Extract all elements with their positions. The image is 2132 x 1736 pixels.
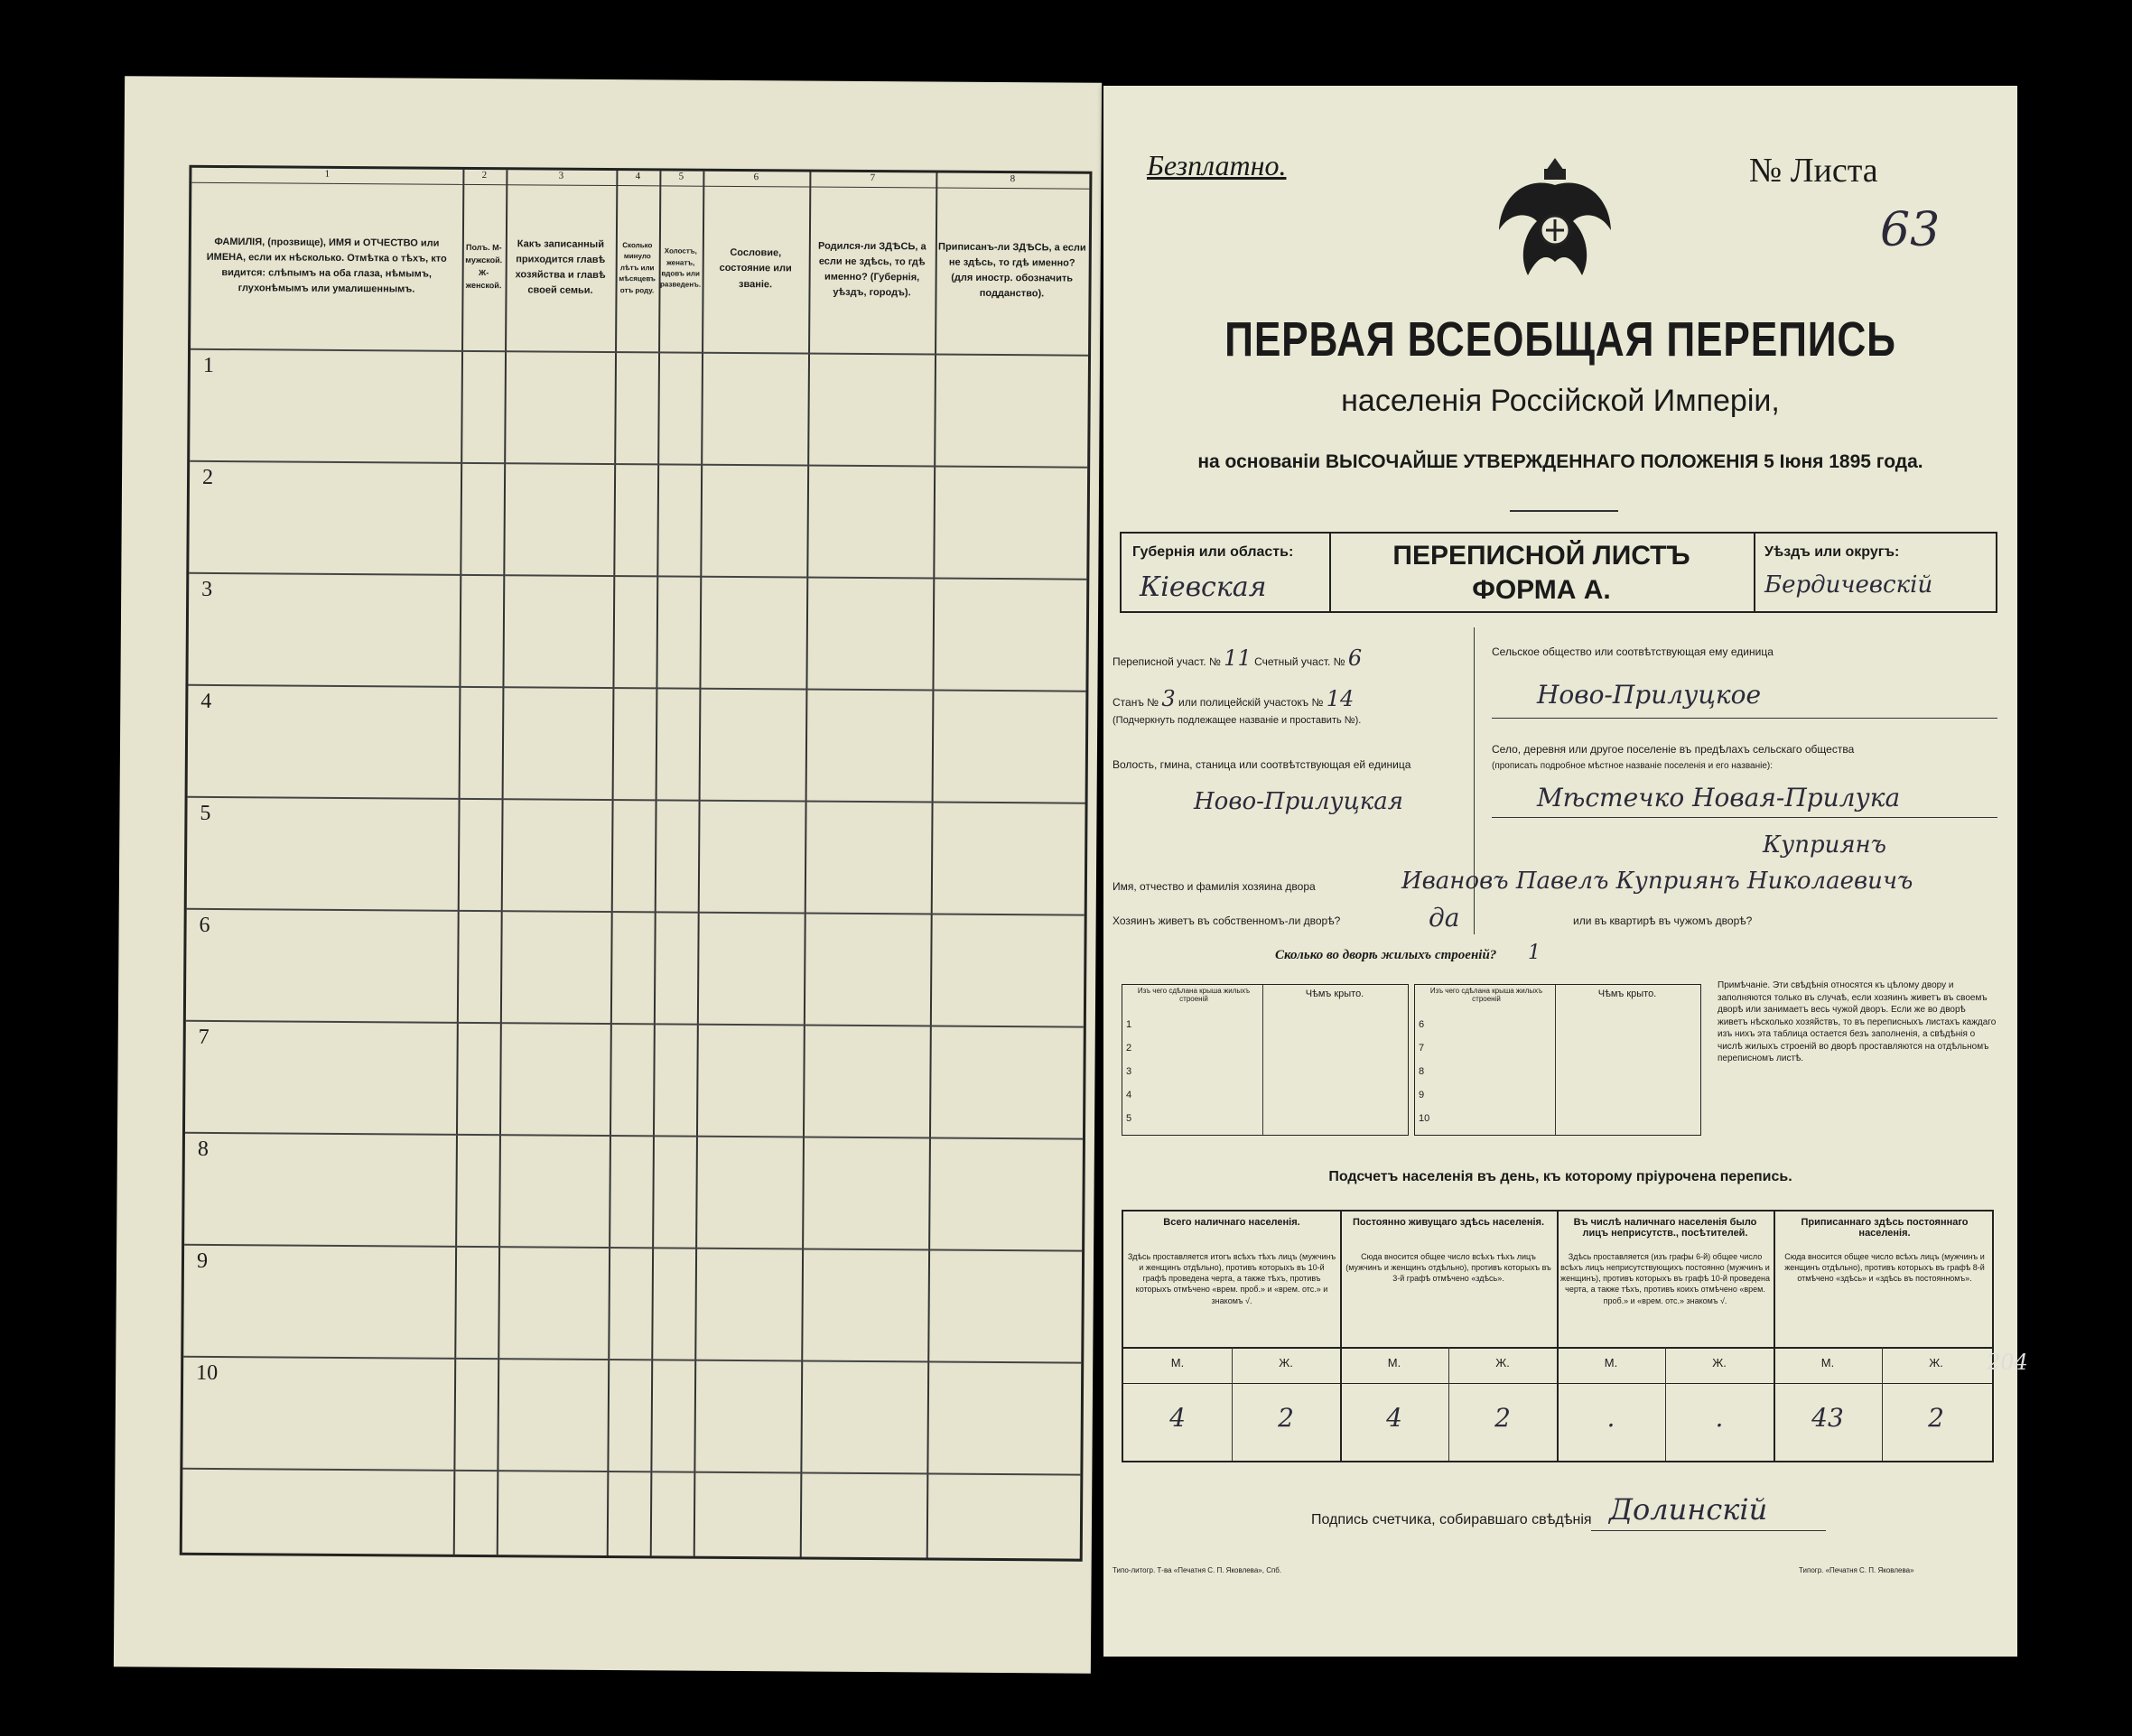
row-number: 10 — [1419, 1113, 1430, 1124]
summary-table — [1122, 1210, 1994, 1462]
sheet-number-value: 63 — [1880, 203, 1941, 257]
province-value: Кіевская — [1140, 571, 1267, 603]
row-number: 5 — [1126, 1113, 1132, 1124]
column-number: 7 — [809, 172, 936, 189]
count-value: 43 — [1811, 1403, 1844, 1433]
row-number: 9 — [196, 1249, 209, 1273]
form-subtitle: ФОРМА А. — [1472, 575, 1611, 605]
double-headed-eagle-icon — [1492, 149, 1618, 293]
count-value: 2 — [1928, 1403, 1944, 1433]
column-number: 1 — [191, 168, 462, 185]
sheet-number-label: № Листа — [1749, 152, 1878, 190]
summary-title: Подсчетъ населенія въ день, къ которому пріурочена перепись. — [1328, 1169, 1792, 1184]
page-title: ПЕРВАЯ ВСЕОБЩАЯ ПЕРЕПИСЬ — [1224, 312, 1896, 367]
village-note: (прописать подробное мѣстное названіе поселенія и его названіе): — [1492, 761, 1774, 771]
group-head: Всего наличнаго населенія. — [1163, 1217, 1300, 1228]
form-header-box — [1120, 532, 1997, 613]
row-number: 6 — [199, 913, 210, 937]
left-page — [114, 76, 1102, 1674]
header-relation: Какъ записанный приходится главѣ хозяйства и главѣ своей семьи. — [515, 238, 606, 296]
owner-correction: Куприянъ — [1763, 831, 1887, 859]
table-row — [184, 1132, 1083, 1252]
free-label: Безплатно. — [1147, 149, 1287, 181]
row-number: 5 — [200, 801, 211, 825]
table-row — [185, 1020, 1084, 1140]
stan-label: Станъ № 3 или полицейскій участокъ № 14 — [1113, 686, 1355, 711]
column-header: Изъ чего сдѣлана крыша жилыхъ строеній — [1429, 987, 1543, 1003]
sex-label: Ж. — [1712, 1356, 1727, 1369]
signature-label: Подпись счетчика, собиравшаго свѣдѣнія — [1311, 1512, 1592, 1527]
census-area-label: Переписной участ. № 11 Счетный участ. № 6 — [1113, 645, 1363, 671]
sex-label: М. — [1387, 1356, 1401, 1369]
volost-label: Волость, гмина, станица или соотвѣтствующая ей единица — [1113, 758, 1411, 771]
sex-label: Ж. — [1495, 1356, 1510, 1369]
sex-label: М. — [1820, 1356, 1835, 1369]
sex-label: Ж. — [1929, 1356, 1943, 1369]
group-head: Постоянно живущаго здѣсь населенія. — [1352, 1217, 1545, 1228]
count-value: 4 — [1169, 1403, 1186, 1433]
district-value: Бердичевскій — [1764, 571, 1933, 599]
village-value: Мѣстечко Новая-Прилука — [1537, 783, 1901, 812]
row-number: 2 — [201, 465, 214, 489]
lives-label-2: или въ квартирѣ въ чужомъ дворѣ? — [1573, 914, 1753, 927]
underline-note: (Подчеркнуть подлежащее названіе и проставить №). — [1113, 715, 1362, 726]
header-marital: Холостъ, женатъ, вдовъ или разведенъ. — [659, 246, 702, 290]
buildings-table-right — [1414, 984, 1701, 1136]
row-number: 4 — [1126, 1090, 1132, 1100]
header-estate: Сословие, состояние или званіе. — [719, 247, 792, 290]
row-number: 4 — [200, 689, 212, 713]
column-header: Чѣмъ крыто. — [1305, 989, 1364, 999]
margin-note: 204 — [1987, 1350, 2028, 1375]
printer-right: Типогр. «Печатня С. П. Яковлева» — [1799, 1566, 1914, 1574]
group-head: Приписаннаго здѣсь постояннаго населенія. — [1801, 1217, 1969, 1239]
lives-value: да — [1429, 903, 1460, 933]
header-name: ФАМИЛІЯ, (прозвище), ИМЯ и ОТЧЕСТВО или ИМЕНА, если их нѣсколько. Отмѣтка о тѣхъ, кто видится: слѣпымъ на оба глаза, нѣмымъ, глухонѣмымъ или умалишеннымъ. — [206, 236, 447, 295]
row-number: 1 — [1126, 1019, 1132, 1030]
page-subtitle: населенія Россійской Имперіи, — [1341, 384, 1780, 418]
row-number: 1 — [202, 353, 215, 377]
table-row — [188, 684, 1086, 804]
table-row — [189, 460, 1087, 580]
count-value: 2 — [1278, 1403, 1294, 1433]
column-number: 2 — [462, 170, 506, 185]
printer-left: Типо-литогр. Т-ва «Печатня С. П. Яковлева», Спб. — [1113, 1566, 1282, 1574]
group-head: Въ числѣ наличнаго населенія было лицъ неприсутств., посѣтителей. — [1573, 1217, 1757, 1239]
row-number: 6 — [1419, 1019, 1425, 1030]
owner-label: Имя, отчество и фамилія хозяина двора — [1113, 880, 1316, 893]
row-number: 8 — [197, 1137, 209, 1161]
footnote: Примѣчаніе. Эти свѣдѣнія относятся къ цѣлому двору и заполняются только въ случаѣ, если хозяинъ живетъ въ своемъ дворѣ или занимаетъ весь чужой дворъ. Если же во дворѣ живетъ нѣсколько хозяйствъ, то въ переписныхъ листахъ каждаго изъ нихъ эта таблица остается безъ заполненія, а свѣдѣнія о числѣ жилыхъ строеній во дворѣ проставляются на отдѣльномъ переписномъ листѣ. — [1718, 980, 1997, 1063]
count-value: 4 — [1386, 1403, 1402, 1433]
sex-label: М. — [1604, 1356, 1618, 1369]
owner-value: Ивановъ Павелъ Куприянъ Николаевичъ — [1401, 868, 1913, 895]
buildings-table-left — [1122, 984, 1409, 1136]
count-value: . — [1715, 1403, 1724, 1433]
group-desc: Здѣсь проставляется итогъ всѣхъ тѣхъ лицъ (мужчинъ и женщинъ отдѣльно), противъ которыхъ въ 10-й графѣ проведена черта, а также тѣхъ, противъ которыхъ отмѣчено «врем. проб.» и «врем. отс.» и знакомъ √. — [1127, 1252, 1336, 1305]
table-row — [183, 1244, 1082, 1364]
district-label: Уѣздъ или округъ: — [1764, 544, 1900, 560]
volost-value: Ново-Прилуцкая — [1194, 788, 1403, 815]
column-header: Чѣмъ крыто. — [1597, 989, 1657, 999]
row-number: 7 — [1419, 1043, 1425, 1054]
row-number: 10 — [196, 1360, 219, 1385]
column-number: 8 — [936, 173, 1089, 190]
row-number: 8 — [1419, 1066, 1425, 1077]
community-value: Ново-Прилуцкое — [1537, 680, 1762, 710]
column-number: 5 — [659, 171, 703, 186]
buildings-label: Сколько во дворѣ жилыхъ строеній? — [1275, 948, 1497, 962]
row-number: 2 — [1126, 1043, 1132, 1054]
table-row — [186, 908, 1085, 1028]
left-census-table — [180, 165, 1093, 1562]
column-header: Изъ чего сдѣлана крыша жилыхъ строеній — [1137, 987, 1251, 1003]
form-title: ПЕРЕПИСНОЙ ЛИСТЪ — [1392, 541, 1690, 571]
buildings-value: 1 — [1528, 942, 1541, 964]
table-row — [188, 572, 1086, 692]
table-row — [187, 796, 1085, 916]
column-number: 3 — [506, 170, 616, 186]
header-birthplace: Родился-ли ЗДѢСЬ, а если не здѣсь, то гдѣ именно? (Губернія, уѣздъ, городъ). — [818, 240, 926, 299]
basis-line: на основаніи ВЫСОЧАЙШЕ УТВЕРЖДЕННАГО ПОЛОЖЕНІЯ 5 Іюня 1895 года. — [1197, 451, 1923, 472]
village-label: Село, деревня или другое поселеніе въ предѣлахъ сельскаго общества — [1492, 743, 1855, 756]
group-desc: Сюда вносится общее число всѣхъ тѣхъ лицъ (мужчинъ и женщинъ отдѣльно), противъ которыхъ въ 3-й графѣ отмѣчено «здѣсь». — [1345, 1252, 1551, 1284]
right-page — [1103, 86, 2028, 1657]
column-number: 6 — [703, 172, 809, 188]
group-desc: Сюда вносится общее число всѣхъ лицъ (мужчинъ и женщинъ отдѣльно), противъ которыхъ въ графѣ 8-й отмѣчено «здѣсь» и «здѣсь въ постоянномъ». — [1784, 1252, 1985, 1284]
lives-label: Хозяинъ живетъ въ собственномъ-ли дворѣ? — [1113, 914, 1341, 927]
group-desc: Здѣсь проставляется (изъ графы 6-й) общее число всѣхъ лицъ неприсутствующихъ постоянно (мужчинъ и женщинъ), противъ которыхъ въ графѣ 10-й проведена черта, а также тѣхъ, противъ коихъ отмѣчено «врем. проб.» и «врем. отс.» знакомъ √. — [1560, 1252, 1770, 1305]
community-label: Сельское общество или соотвѣтствующая ему единица — [1492, 645, 1774, 658]
row-number: 7 — [198, 1025, 209, 1049]
row-number: 9 — [1419, 1090, 1425, 1100]
header-age: Сколько минуло лѣтъ или мѣсяцевъ отъ роду. — [619, 241, 656, 294]
table-row — [190, 348, 1088, 469]
header-sex: Полъ. М-мужской. Ж-женской. — [465, 243, 503, 291]
row-number: 3 — [1126, 1066, 1132, 1077]
header-registered: Приписанъ-ли ЗДѢСЬ, а если не здѣсь, то гдѣ именно? (для иностр. обозначить подданство). — [938, 241, 1086, 300]
signature-value: Долинскій — [1609, 1492, 1768, 1527]
count-value: 2 — [1494, 1403, 1511, 1433]
ornament-divider — [1510, 510, 1618, 512]
column-number: 4 — [616, 171, 659, 186]
sex-label: Ж. — [1279, 1356, 1293, 1369]
table-row — [182, 1356, 1081, 1476]
sex-label: М. — [1170, 1356, 1185, 1369]
count-value: . — [1606, 1403, 1615, 1433]
province-label: Губернія или область: — [1132, 544, 1294, 560]
row-number: 3 — [201, 577, 213, 601]
